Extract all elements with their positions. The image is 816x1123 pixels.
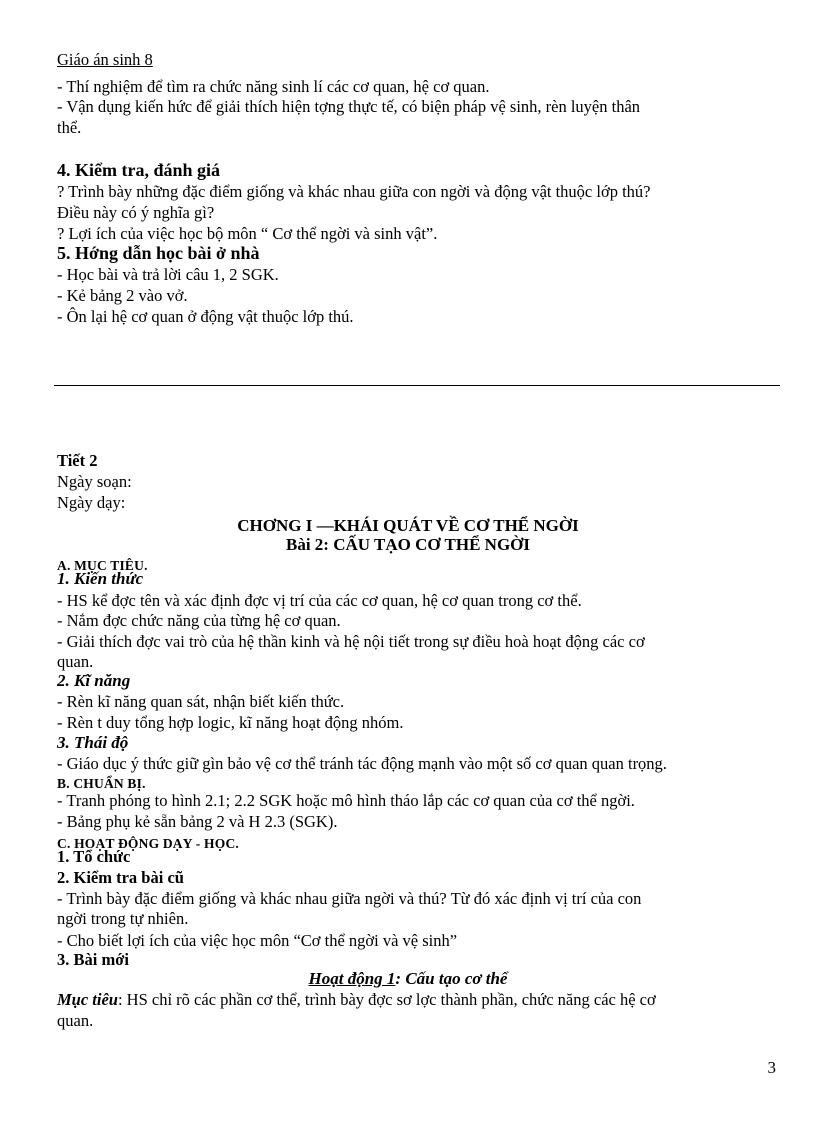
text-line: - Cho biết lợi ích của việc học môn “Cơ thể ngời và vệ sinh”	[57, 931, 458, 950]
divider-line	[54, 385, 780, 386]
text-line: - Kẻ bảng 2 vào vở.	[57, 286, 188, 305]
text-line: - Trình bày đặc điểm giống và khác nhau giữa ngời và thú? Từ đó xác định vị trí của con	[57, 889, 642, 908]
text-line: Điều này có ý nghĩa gì?	[57, 203, 215, 222]
text-line: - Rèn t duy tổng hợp logic, kĩ năng hoạt động nhóm.	[57, 713, 404, 732]
text-line: - Nắm đợc chức năng của từng hệ cơ quan.	[57, 611, 341, 630]
lesson-title: Bài 2: CẤU TẠO CƠ THỂ NGỜI	[285, 535, 531, 554]
text-line: - Học bài và trả lời câu 1, 2 SGK.	[57, 265, 279, 284]
subsection-heading: 2. Kĩ năng	[57, 671, 131, 690]
text-line: ? Lợi ích của việc học bộ môn “ Cơ thể ngời và sinh vật”.	[57, 224, 438, 243]
goal-text: : HS chỉ rõ các phần cơ thể, trình bày đợc sơ lợc thành phần, chức năng các hệ cơ	[117, 990, 656, 1009]
text-line: ? Trình bày những đặc điểm giống và khác nhau giữa con ngời và động vật thuộc lớp thú?	[57, 182, 651, 201]
text-line: - Vận dụng kiến hức để giải thích hiện tợng thực tế, có biện pháp vệ sinh, rèn luyện thân	[57, 97, 641, 116]
subsection-heading: 3. Thái độ	[57, 733, 129, 752]
text-line: - Giải thích đợc vai trò của hệ thần kinh và hệ nội tiết trong sự điều hoà hoạt động các cơ	[57, 632, 645, 651]
subsection-heading: 3. Bài mới	[57, 950, 129, 969]
text-line: - Thí nghiệm để tìm ra chức năng sinh lí các cơ quan, hệ cơ quan.	[57, 77, 490, 96]
text-line: ngời trong tự nhiên.	[57, 909, 189, 928]
subsection-heading: 2. Kiểm tra bài cũ	[57, 868, 184, 887]
text-line: quan.	[57, 652, 94, 671]
text-line: - Ôn lại hệ cơ quan ở động vật thuộc lớp thú.	[57, 307, 354, 326]
text-line: - Giáo dục ý thức giữ gìn bảo vệ cơ thể tránh tác động mạnh vào một số cơ quan quan trọng.	[57, 754, 667, 773]
section-heading: 4. Kiểm tra, đánh giá	[57, 160, 221, 180]
chapter-title: CHƠNG I —KHÁI QUÁT VỀ CƠ THỂ NGỜI	[237, 516, 579, 535]
section-heading: 5. Hớng dẫn học bài ở nhà	[57, 243, 260, 263]
part-b-title: B. CHUẨN BỊ.	[57, 776, 146, 791]
prepared-date: Ngày soạn:	[57, 472, 132, 491]
subsection-heading: 1. Tổ chức	[57, 847, 131, 866]
goal-line	[57, 990, 656, 1010]
text-line: thể.	[57, 118, 82, 137]
text-line: - Rèn kĩ năng quan sát, nhận biết kiến thức.	[57, 692, 345, 711]
activity-label: Hoạt động 1	[308, 969, 396, 988]
taught-date: Ngày dạy:	[57, 493, 126, 512]
activity-subtitle: : Cấu tạo cơ thể	[395, 969, 508, 988]
text-line: - HS kể đợc tên và xác định đợc vị trí của các cơ quan, hệ cơ quan trong cơ thể.	[57, 591, 582, 610]
goal-label: Mục tiêu	[57, 990, 118, 1009]
part-c-title: C. HOẠT ĐỘNG DẠY - HỌC.	[57, 836, 239, 851]
page-number: 3	[767, 1058, 776, 1077]
text-line: quan.	[57, 1011, 94, 1030]
subsection-heading: 1. Kiến thức	[57, 569, 144, 588]
page-header: Giáo án sinh 8	[57, 50, 153, 69]
text-line: - Bảng phụ kẻ sẵn bảng 2 và H 2.3 (SGK).	[57, 812, 338, 831]
activity-title	[0, 969, 816, 989]
text-line: - Tranh phóng to hình 2.1; 2.2 SGK hoặc mô hình tháo lắp các cơ quan của cơ thể ngời.	[57, 791, 635, 810]
period-label: Tiết 2	[57, 451, 98, 470]
part-a-title: A. MỤC TIÊU.	[57, 558, 148, 573]
